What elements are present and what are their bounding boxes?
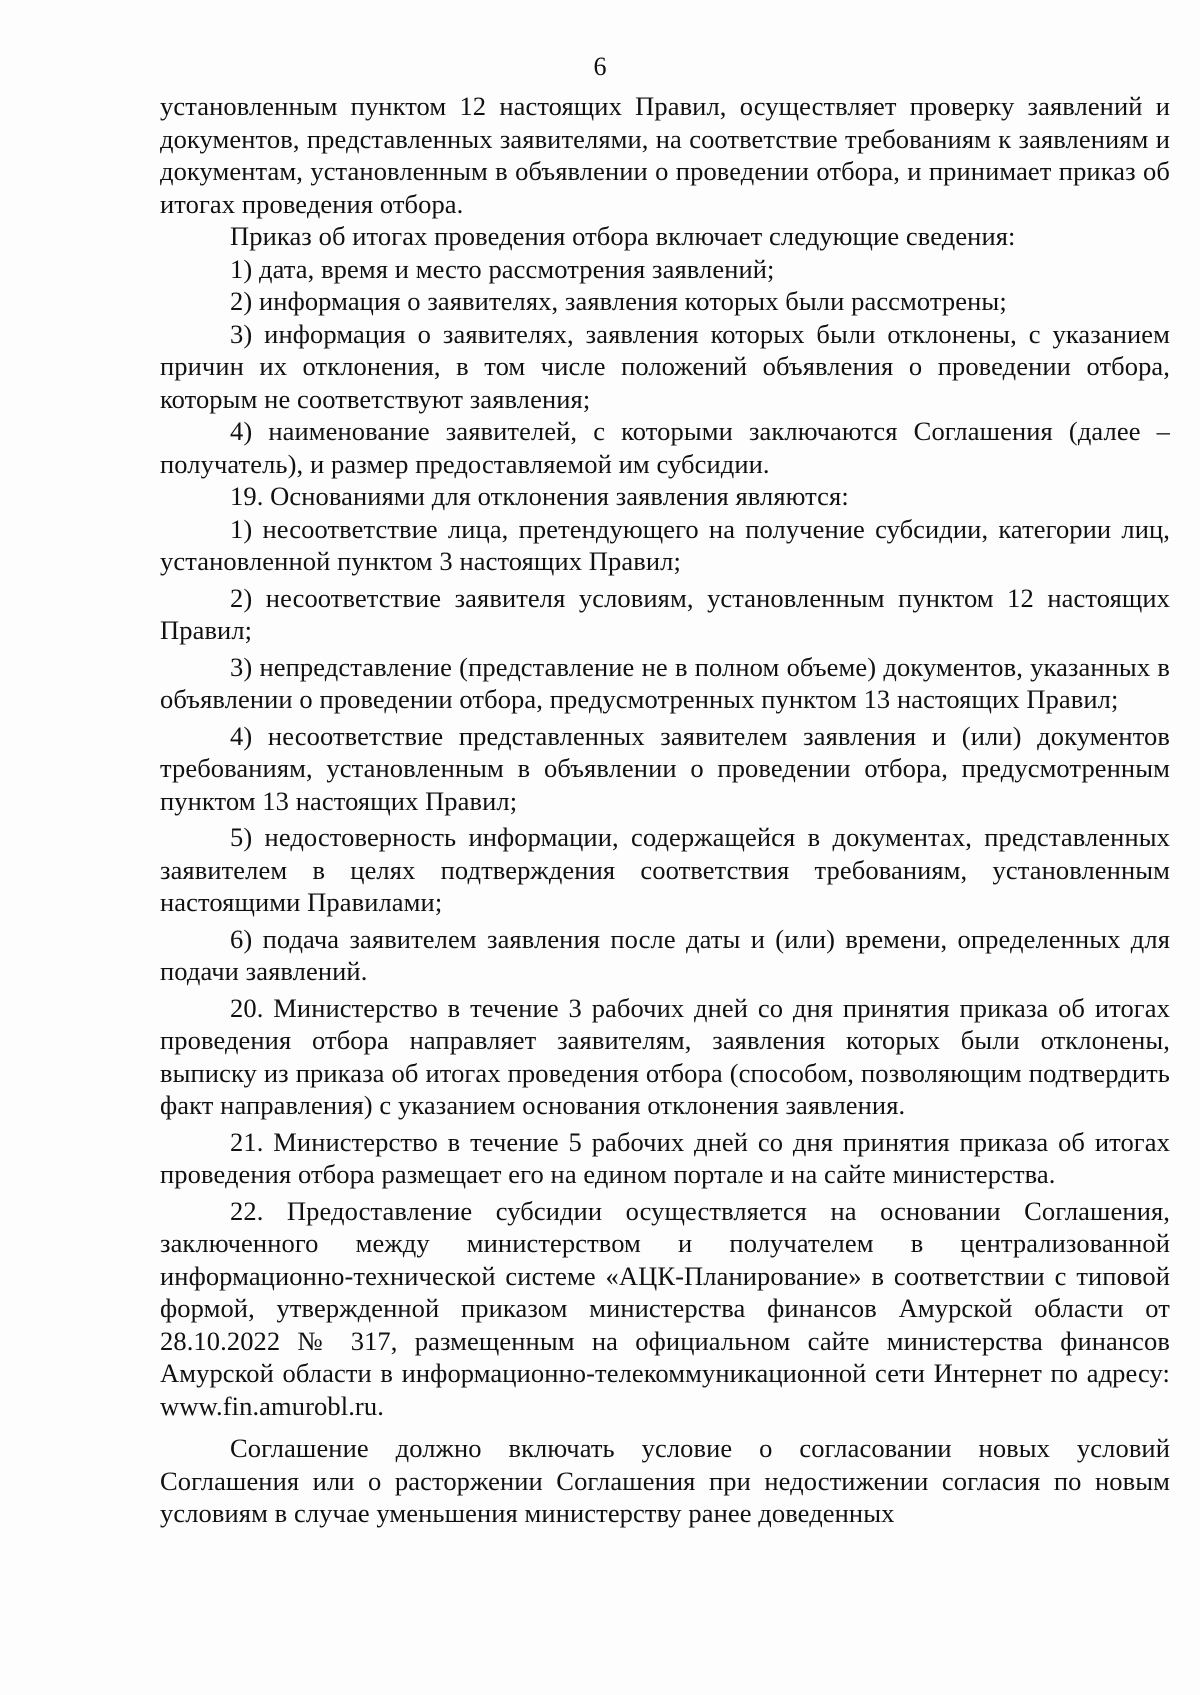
list-item-order-2: 2) информация о заявителях, заявления которых были рассмотрены; [230, 286, 1007, 316]
document-body [160, 90, 1170, 1530]
list-item-rejection-2: 2) несоответствие заявителя условиям, установленным пунктом 12 настоящих Правил; [160, 582, 1170, 645]
list-item-rejection-6: 6) подача заявителем заявления после даты и (или) времени, определенных для подачи заявлений. [160, 923, 1170, 986]
list-item-order-1: 1) дата, время и место рассмотрения заявлений; [230, 253, 775, 284]
list-item-rejection-5: 5) недостоверность информации, содержащейся в документах, представленных заявителем в целях подтверждения соответствия требованиям, установленным настоящими Правилами; [160, 822, 1170, 917]
paragraph-order-contents: Приказ об итогах проведения отбора включает следующие сведения: [230, 221, 1016, 251]
list-item-rejection-3: 3) непредставление (представление не в полном объеме) документов, указанных в объявлении о проведении отбора, предусмотренных пунктом 13 настоящих Правил; [160, 651, 1170, 714]
list-item-order-3: 3) информация о заявителях, заявления которых были отклонены, с указанием причин их отклонения, в том числе положений объявления о проведении отбора, которым не соответствуют заявления; [160, 318, 1170, 414]
paragraph-continuation: установленным пунктом 12 настоящих Правил, осуществляет проверку заявлений и документов, представленных заявителями, на соответствие требованиям к заявлениям и документам, установленным в объявлении о проведении отбора, и принимает приказ об итогах проведения отбора. [160, 91, 1170, 219]
list-item-rejection-1: 1) несоответствие лица, претендующего на получение субсидии, категории лиц, установленной пунктом 3 настоящих Правил; [160, 513, 1170, 576]
clause-20: 20. Министерство в течение 3 рабочих дней со дня принятия приказа об итогах проведения отбора направляет заявителям, заявления которых были отклонены, выписку из приказа об итогах проведения отбора (способом, позволяющим подтвердить факт направления) с указанием основания отклонения заявления. [160, 992, 1170, 1120]
list-item-order-4: 4) наименование заявителей, с которыми заключаются Соглашения (далее – получатель), и размер предоставляемой им субсидии. [160, 416, 1170, 479]
clause-21: 21. Министерство в течение 5 рабочих дней со дня принятия приказа об итогах проведения отбора размещает его на едином портале и на сайте министерства. [160, 1126, 1170, 1189]
clause-22: 22. Предоставление субсидии осуществляется на основании Соглашения, заключенного между министерством и получателем в централизованной информационно-технической системе «АЦК-Планирование» в соответствии с типовой формой, утвержденной приказом министерства финансов Амурской области от 28.10.2022 № 317, размещенным на официальном сайте министерства финансов Амурской области в информационно-телекоммуникационной сети Интернет по адресу: www.fin.amurobl.ru. [160, 1195, 1170, 1421]
paragraph-agreement-conditions: Соглашение должно включать условие о согласовании новых условий Соглашения или о расторжении Соглашения при недостижении согласия по новым условиям в случае уменьшения министерству ранее доведенных [160, 1433, 1170, 1528]
page-number: 6 [593, 52, 607, 81]
clause-19: 19. Основаниями для отклонения заявления являются: [230, 481, 849, 511]
list-item-rejection-4: 4) несоответствие представленных заявителем заявления и (или) документов требованиям, установленным в объявлении о проведении отбора, предусмотренным пунктом 13 настоящих Правил; [160, 720, 1170, 816]
